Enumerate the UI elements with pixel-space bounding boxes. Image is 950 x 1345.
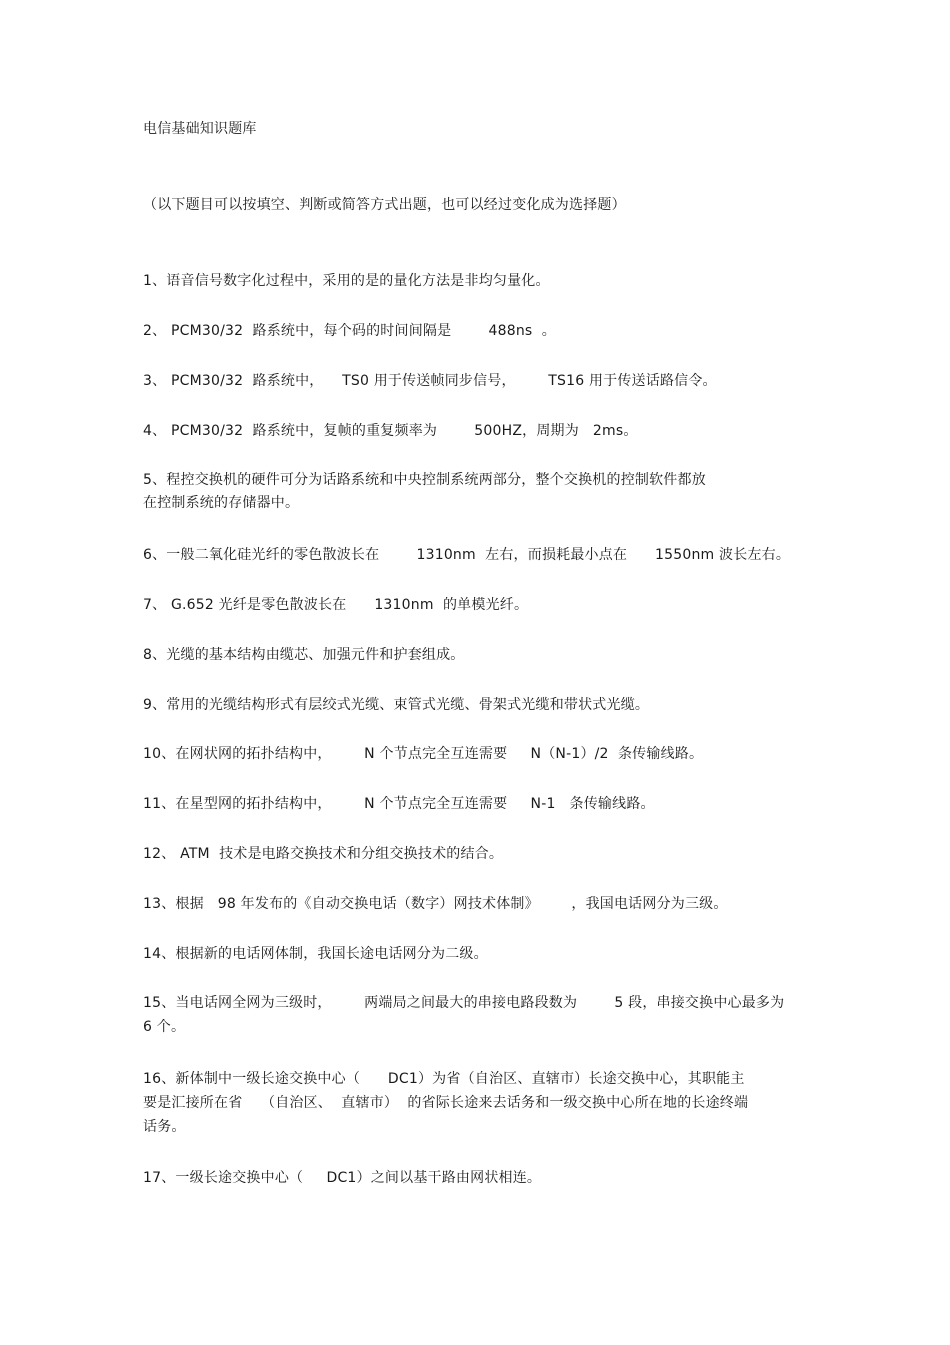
question-16-line-3: 话务。 <box>143 1119 186 1135</box>
document-title: 电信基础知识题库 <box>143 121 257 137</box>
question-6-line-1: 6、一般二氧化硅光纤的零色散波长在 1310nm 左右，而损耗最小点在 1550nm 波长左右。 <box>143 547 791 563</box>
question-16-line-1: 16、新体制中一级长途交换中心（ DC1）为省（自治区、直辖市）长途交换中心，其职能主 <box>143 1071 745 1087</box>
question-16-line-2: 要是汇接所在省 （自治区、 直辖市） 的省际长途来去话务和一级交换中心所在地的长途终端 <box>143 1095 749 1111</box>
question-17-line-1: 17、一级长途交换中心（ DC1）之间以基干路由网状相连。 <box>143 1170 542 1186</box>
question-15-line-2: 6 个。 <box>143 1019 186 1035</box>
question-15-line-1: 15、当电话网全网为三级时， 两端局之间最大的串接电路段数为 5 段，串接交换中心最多为 <box>143 995 785 1011</box>
question-5-line-1: 5、程控交换机的硬件可分为话路系统和中央控制系统两部分，整个交换机的控制软件都放 <box>143 472 706 488</box>
question-4-line-1: 4、 PCM30/32 路系统中，复帧的重复频率为 500HZ，周期为 2ms。 <box>143 423 638 439</box>
question-7-line-1: 7、 G.652 光纤是零色散波长在 1310nm 的单模光纤。 <box>143 597 529 613</box>
question-2-line-1: 2、 PCM30/32 路系统中，每个码的时间间隔是 488ns 。 <box>143 323 556 339</box>
question-10-line-1: 10、在网状网的拓扑结构中， N 个节点完全互连需要 N（N-1）/2 条传输线路。 <box>143 746 704 762</box>
document-subtitle: （以下题目可以按填空、判断或简答方式出题，也可以经过变化成为选择题） <box>143 197 626 213</box>
question-1-line-1: 1、语音信号数字化过程中，采用的是的量化方法是非均匀量化。 <box>143 273 550 289</box>
question-9-line-1: 9、常用的光缆结构形式有层绞式光缆、束管式光缆、骨架式光缆和带状式光缆。 <box>143 697 650 713</box>
question-5-line-2: 在控制系统的存储器中。 <box>143 495 300 511</box>
question-8-line-1: 8、光缆的基本结构由缆芯、加强元件和护套组成。 <box>143 647 465 663</box>
question-12-line-1: 12、 ATM 技术是电路交换技术和分组交换技术的结合。 <box>143 846 504 862</box>
question-13-line-1: 13、根据 98 年发布的《自动交换电话（数字）网技术体制》 ，我国电话网分为三级。 <box>143 896 728 912</box>
question-11-line-1: 11、在星型网的拓扑结构中， N 个节点完全互连需要 N-1 条传输线路。 <box>143 796 655 812</box>
question-14-line-1: 14、根据新的电话网体制，我国长途电话网分为二级。 <box>143 946 488 962</box>
question-3-line-1: 3、 PCM30/32 路系统中， TS0 用于传送帧同步信号， TS16 用于传送话路信令。 <box>143 373 717 389</box>
